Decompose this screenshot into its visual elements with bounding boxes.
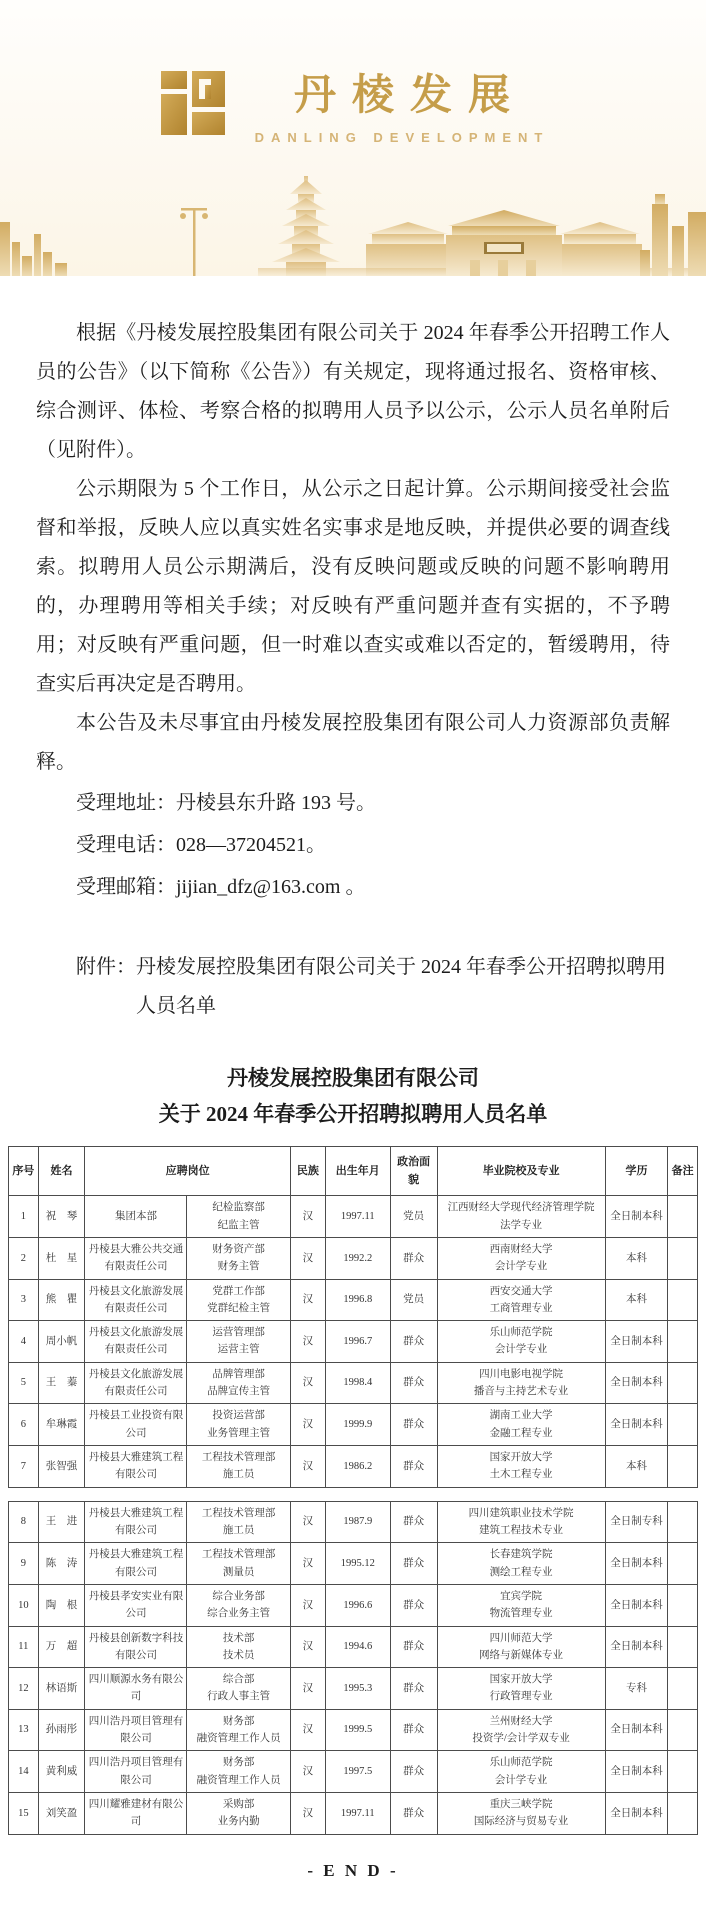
brand-name-english: DANLING DEVELOPMENT (254, 129, 550, 145)
paragraph-publicity: 公示期限为 5 个工作日，从公示之日起计算。公示期间接受社会监督和举报，反映人应以真实姓名实事求是地反映，并提供必要的调查线索。拟聘用人员公示期满后，没有反映问题或反映的问题不影响聘用的，办理聘用等相关手续；对反映有严重问题并查有实据的，不予聘用；对反映有严重问题，但一时难以查实或难以否定的，暂缓聘用，待查实后再决定是否聘用。 (36, 478, 670, 695)
table-row (9, 1668, 698, 1710)
table-row (9, 1543, 698, 1585)
cell-note (668, 1751, 698, 1793)
cell-school-major: 长春建筑学院 测绘工程专业 (437, 1543, 605, 1585)
cell-birth: 1986.2 (325, 1446, 390, 1488)
cell-position: 工程技术管理部 施工员 (187, 1446, 290, 1488)
cell-birth: 1999.5 (325, 1709, 390, 1751)
table-row (9, 1279, 698, 1321)
cell-political-status: 党员 (390, 1279, 437, 1321)
table-row (9, 1321, 698, 1363)
cell-index: 2 (9, 1237, 39, 1279)
cell-school-major: 江西财经大学现代经济管理学院 法学专业 (437, 1196, 605, 1238)
cell-political-status: 群众 (390, 1321, 437, 1363)
cell-index: 11 (9, 1626, 39, 1668)
cell-index: 3 (9, 1279, 39, 1321)
cell-school-major: 国家开放大学 行政管理专业 (437, 1668, 605, 1710)
cell-birth: 1996.7 (325, 1321, 390, 1363)
contact-email: 受理邮箱：jijian_dfz@163.com 。 (76, 876, 366, 898)
cell-position: 技术部 技术员 (187, 1626, 290, 1668)
cell-note (668, 1279, 698, 1321)
cell-ethnicity: 汉 (290, 1501, 325, 1543)
cell-degree: 全日制本科 (605, 1626, 668, 1668)
cell-name: 张智强 (38, 1446, 85, 1488)
cell-position: 财务资产部 财务主管 (187, 1237, 290, 1279)
cell-birth: 1995.12 (325, 1543, 390, 1585)
cell-degree: 专科 (605, 1668, 668, 1710)
cell-political-status: 群众 (390, 1668, 437, 1710)
cell-note (668, 1501, 698, 1543)
cell-company: 丹棱县大雅公共交通有限责任公司 (85, 1237, 187, 1279)
cell-political-status: 群众 (390, 1404, 437, 1446)
cell-position: 综合部 行政人事主管 (187, 1668, 290, 1710)
cell-note (668, 1362, 698, 1404)
cell-political-status: 群众 (390, 1501, 437, 1543)
attachment-label: 附件： (76, 956, 136, 978)
cell-birth: 1999.9 (325, 1404, 390, 1446)
table-row (9, 1584, 698, 1626)
cell-name: 牟琳霞 (38, 1404, 85, 1446)
cell-ethnicity: 汉 (290, 1543, 325, 1585)
cell-birth: 1996.8 (325, 1279, 390, 1321)
cell-note (668, 1793, 698, 1835)
cell-position: 品牌管理部 品牌宣传主管 (187, 1362, 290, 1404)
column-header: 备注 (668, 1147, 698, 1196)
cell-ethnicity: 汉 (290, 1237, 325, 1279)
cell-company: 丹棱县大雅建筑工程有限公司 (85, 1543, 187, 1585)
column-header: 学历 (605, 1147, 668, 1196)
cell-ethnicity: 汉 (290, 1584, 325, 1626)
cell-index: 13 (9, 1709, 39, 1751)
cell-position: 运营管理部 运营主管 (187, 1321, 290, 1363)
roster-table (8, 1501, 698, 1835)
announcement-body (0, 276, 706, 1132)
cell-note (668, 1237, 698, 1279)
cell-ethnicity: 汉 (290, 1196, 325, 1238)
cell-company: 丹棱县文化旅游发展有限责任公司 (85, 1279, 187, 1321)
cell-school-major: 四川师范大学 网络与新媒体专业 (437, 1626, 605, 1668)
column-header: 毕业院校及专业 (437, 1147, 605, 1196)
cell-ethnicity: 汉 (290, 1668, 325, 1710)
roster-table-page2 (8, 1501, 698, 1835)
cell-ethnicity: 汉 (290, 1321, 325, 1363)
table-row (9, 1446, 698, 1488)
cell-degree: 全日制本科 (605, 1404, 668, 1446)
header-banner (0, 0, 706, 276)
column-header: 政治面貌 (390, 1147, 437, 1196)
column-header: 民族 (290, 1147, 325, 1196)
cell-name: 林语斯 (38, 1668, 85, 1710)
cell-position: 综合业务部 综合业务主管 (187, 1584, 290, 1626)
cell-political-status: 群众 (390, 1793, 437, 1835)
cell-name: 万 超 (38, 1626, 85, 1668)
table-row (9, 1404, 698, 1446)
cell-ethnicity: 汉 (290, 1626, 325, 1668)
table-row (9, 1501, 698, 1543)
cell-name: 周小帆 (38, 1321, 85, 1363)
cell-school-major: 四川电影电视学院 播音与主持艺术专业 (437, 1362, 605, 1404)
cell-school-major: 乐山师范学院 会计学专业 (437, 1321, 605, 1363)
cell-name: 王 蓁 (38, 1362, 85, 1404)
cell-school-major: 乐山师范学院 会计学专业 (437, 1751, 605, 1793)
cell-company: 丹棱县文化旅游发展有限责任公司 (85, 1321, 187, 1363)
cell-note (668, 1626, 698, 1668)
cell-name: 祝 琴 (38, 1196, 85, 1238)
cell-index: 8 (9, 1501, 39, 1543)
cell-company: 四川浩丹项目管理有限公司 (85, 1751, 187, 1793)
cell-company: 四川顺源水务有限公司 (85, 1668, 187, 1710)
cell-birth: 1994.6 (325, 1626, 390, 1668)
cell-political-status: 群众 (390, 1446, 437, 1488)
cell-school-major: 四川建筑职业技术学院 建筑工程技术专业 (437, 1501, 605, 1543)
contact-address: 受理地址：丹棱县东升路 193 号。 (76, 792, 376, 814)
attachment-title: 丹棱发展控股集团有限公司关于 2024 年春季公开招聘拟聘用人员名单 (136, 956, 666, 1017)
contact-phone: 受理电话：028—37204521。 (76, 834, 326, 856)
table-row (9, 1709, 698, 1751)
cell-note (668, 1709, 698, 1751)
cell-name: 黄利威 (38, 1751, 85, 1793)
roster-title-block (36, 1060, 670, 1132)
cell-company: 丹棱县大雅建筑工程有限公司 (85, 1446, 187, 1488)
cell-position: 党群工作部 党群纪检主管 (187, 1279, 290, 1321)
cell-ethnicity: 汉 (290, 1404, 325, 1446)
table-row (9, 1362, 698, 1404)
cell-birth: 1997.11 (325, 1196, 390, 1238)
cell-note (668, 1321, 698, 1363)
cell-index: 10 (9, 1584, 39, 1626)
cell-position: 投资运营部 业务管理主管 (187, 1404, 290, 1446)
column-header: 序号 (9, 1147, 39, 1196)
cell-degree: 全日制专科 (605, 1501, 668, 1543)
cell-name: 熊 瞿 (38, 1279, 85, 1321)
table-row (9, 1196, 698, 1238)
cell-school-major: 兰州财经大学 投资学/会计学双专业 (437, 1709, 605, 1751)
cell-company: 丹棱县创新数字科技有限公司 (85, 1626, 187, 1668)
cell-birth: 1992.2 (325, 1237, 390, 1279)
roster-table-page1 (8, 1146, 698, 1488)
cell-index: 5 (9, 1362, 39, 1404)
cell-school-major: 重庆三峡学院 国际经济与贸易专业 (437, 1793, 605, 1835)
table-header-row (9, 1147, 698, 1196)
cell-political-status: 群众 (390, 1709, 437, 1751)
brand-lockup (0, 48, 706, 158)
cell-degree: 全日制本科 (605, 1196, 668, 1238)
cell-company: 丹棱县大雅建筑工程有限公司 (85, 1501, 187, 1543)
cell-political-status: 群众 (390, 1362, 437, 1404)
roster-title-company: 丹棱发展控股集团有限公司 (227, 1066, 479, 1090)
cell-birth: 1997.11 (325, 1793, 390, 1835)
cell-degree: 全日制本科 (605, 1793, 668, 1835)
cell-company: 四川浩丹项目管理有限公司 (85, 1709, 187, 1751)
cell-note (668, 1404, 698, 1446)
cell-company: 丹棱县工业投资有限公司 (85, 1404, 187, 1446)
cell-degree: 全日制本科 (605, 1584, 668, 1626)
cell-name: 孙雨彤 (38, 1709, 85, 1751)
cell-index: 4 (9, 1321, 39, 1363)
cell-political-status: 党员 (390, 1196, 437, 1238)
cell-name: 刘笑盈 (38, 1793, 85, 1835)
cell-ethnicity: 汉 (290, 1279, 325, 1321)
end-mark: - E N D - (307, 1860, 399, 1880)
cell-ethnicity: 汉 (290, 1793, 325, 1835)
cell-school-major: 西安交通大学 工商管理专业 (437, 1279, 605, 1321)
cell-company: 四川耀雅建材有限公司 (85, 1793, 187, 1835)
page-break-gap (8, 1488, 698, 1501)
cell-index: 1 (9, 1196, 39, 1238)
column-header: 应聘岗位 (85, 1147, 290, 1196)
cell-company: 丹棱县文化旅游发展有限责任公司 (85, 1362, 187, 1404)
cell-degree: 全日制本科 (605, 1321, 668, 1363)
paragraph-explanation: 本公告及未尽事宜由丹棱发展控股集团有限公司人力资源部负责解释。 (36, 712, 670, 773)
cell-birth: 1995.3 (325, 1668, 390, 1710)
cell-name: 王 进 (38, 1501, 85, 1543)
cell-company: 集团本部 (85, 1196, 187, 1238)
cell-position: 财务部 融资管理工作人员 (187, 1709, 290, 1751)
column-header: 出生年月 (325, 1147, 390, 1196)
cell-index: 9 (9, 1543, 39, 1585)
cell-degree: 全日制本科 (605, 1362, 668, 1404)
cell-birth: 1998.4 (325, 1362, 390, 1404)
cell-degree: 全日制本科 (605, 1709, 668, 1751)
cell-ethnicity: 汉 (290, 1446, 325, 1488)
cell-degree: 全日制本科 (605, 1751, 668, 1793)
cell-index: 6 (9, 1404, 39, 1446)
cell-degree: 本科 (605, 1237, 668, 1279)
cell-school-major: 西南财经大学 会计学专业 (437, 1237, 605, 1279)
cell-index: 15 (9, 1793, 39, 1835)
cell-birth: 1996.6 (325, 1584, 390, 1626)
cell-note (668, 1196, 698, 1238)
cell-index: 12 (9, 1668, 39, 1710)
city-skyline-illustration (0, 164, 706, 276)
roster-tables (0, 1132, 706, 1835)
table-row (9, 1237, 698, 1279)
danling-window-logo-icon (157, 67, 229, 139)
cell-note (668, 1668, 698, 1710)
cell-ethnicity: 汉 (290, 1362, 325, 1404)
cell-index: 14 (9, 1751, 39, 1793)
cell-note (668, 1584, 698, 1626)
table-row (9, 1626, 698, 1668)
cell-note (668, 1543, 698, 1585)
cell-degree: 本科 (605, 1446, 668, 1488)
cell-ethnicity: 汉 (290, 1709, 325, 1751)
cell-political-status: 群众 (390, 1543, 437, 1585)
cell-school-major: 国家开放大学 土木工程专业 (437, 1446, 605, 1488)
cell-degree: 本科 (605, 1279, 668, 1321)
cell-political-status: 群众 (390, 1584, 437, 1626)
cell-school-major: 宜宾学院 物流管理专业 (437, 1584, 605, 1626)
cell-birth: 1987.9 (325, 1501, 390, 1543)
paragraph-intro: 根据《丹棱发展控股集团有限公司关于 2024 年春季公开招聘工作人员的公告》（以下简称《公告》）有关规定，现将通过报名、资格审核、综合测评、体检、考察合格的拟聘用人员予以公示，公示人员名单附后（见附件）。 (36, 322, 670, 461)
table-row (9, 1751, 698, 1793)
cell-degree: 全日制本科 (605, 1543, 668, 1585)
cell-position: 财务部 融资管理工作人员 (187, 1751, 290, 1793)
cell-birth: 1997.5 (325, 1751, 390, 1793)
cell-name: 陶 根 (38, 1584, 85, 1626)
cell-school-major: 湖南工业大学 金融工程专业 (437, 1404, 605, 1446)
cell-position: 纪检监察部 纪监主管 (187, 1196, 290, 1238)
cell-company: 丹棱县孝安实业有限公司 (85, 1584, 187, 1626)
cell-note (668, 1446, 698, 1488)
cell-name: 杜 星 (38, 1237, 85, 1279)
cell-position: 工程技术管理部 施工员 (187, 1501, 290, 1543)
roster-title-list: 关于 2024 年春季公开招聘拟聘用人员名单 (158, 1102, 548, 1126)
column-header: 姓名 (38, 1147, 85, 1196)
cell-political-status: 群众 (390, 1751, 437, 1793)
cell-political-status: 群众 (390, 1626, 437, 1668)
table-row (9, 1793, 698, 1835)
cell-position: 工程技术管理部 测量员 (187, 1543, 290, 1585)
cell-index: 7 (9, 1446, 39, 1488)
cell-name: 陈 涛 (38, 1543, 85, 1585)
cell-position: 采购部 业务内勤 (187, 1793, 290, 1835)
attachment-line (36, 948, 670, 1026)
cell-political-status: 群众 (390, 1237, 437, 1279)
roster-table (8, 1146, 698, 1488)
cell-ethnicity: 汉 (290, 1751, 325, 1793)
brand-name-chinese: 丹棱发展 (293, 72, 526, 119)
